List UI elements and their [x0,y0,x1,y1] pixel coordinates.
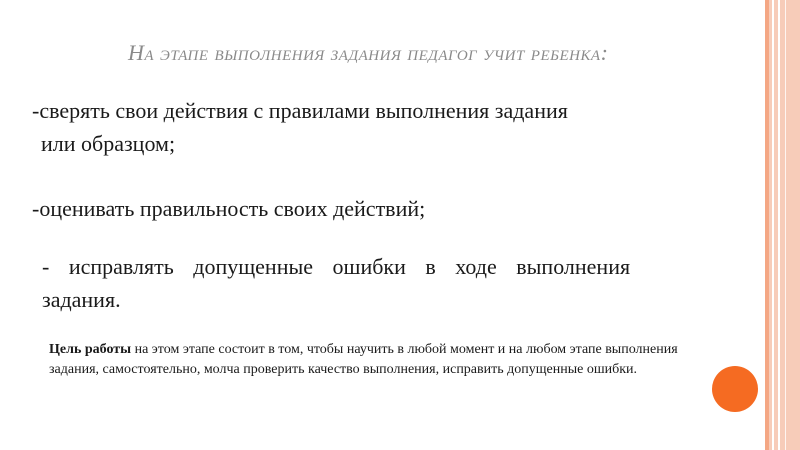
bullet-line: -сверять свои действия с правилами выполнения задания [32,98,568,123]
bullet-line: задания. [42,287,121,312]
goal-note [49,340,729,380]
orange-circle-decoration [712,366,758,412]
goal-note-label: Цель работы [49,342,132,357]
bullet-compare [32,94,712,160]
decorative-border-line [778,0,780,450]
bullet-evaluate: -оценивать правильность своих действий; [32,196,426,221]
slide-title: На этапе выполнения задания педагог учит ребенка: [128,40,609,65]
bullet-correct [42,250,700,316]
decorative-border-line [785,0,786,450]
decorative-border [765,0,800,450]
decorative-border-line [772,0,774,450]
bullet-line: - исправлять допущенные ошибки в ходе выполнения [42,254,631,279]
bullet-line: или образцом; [41,131,176,156]
goal-note-text: на этом этапе состоит в том, чтобы научить в любой момент и на любом этапе выполнения задания, самостоятельно, молча проверить качество выполнения, исправить допущенные ошибки. [49,342,678,377]
